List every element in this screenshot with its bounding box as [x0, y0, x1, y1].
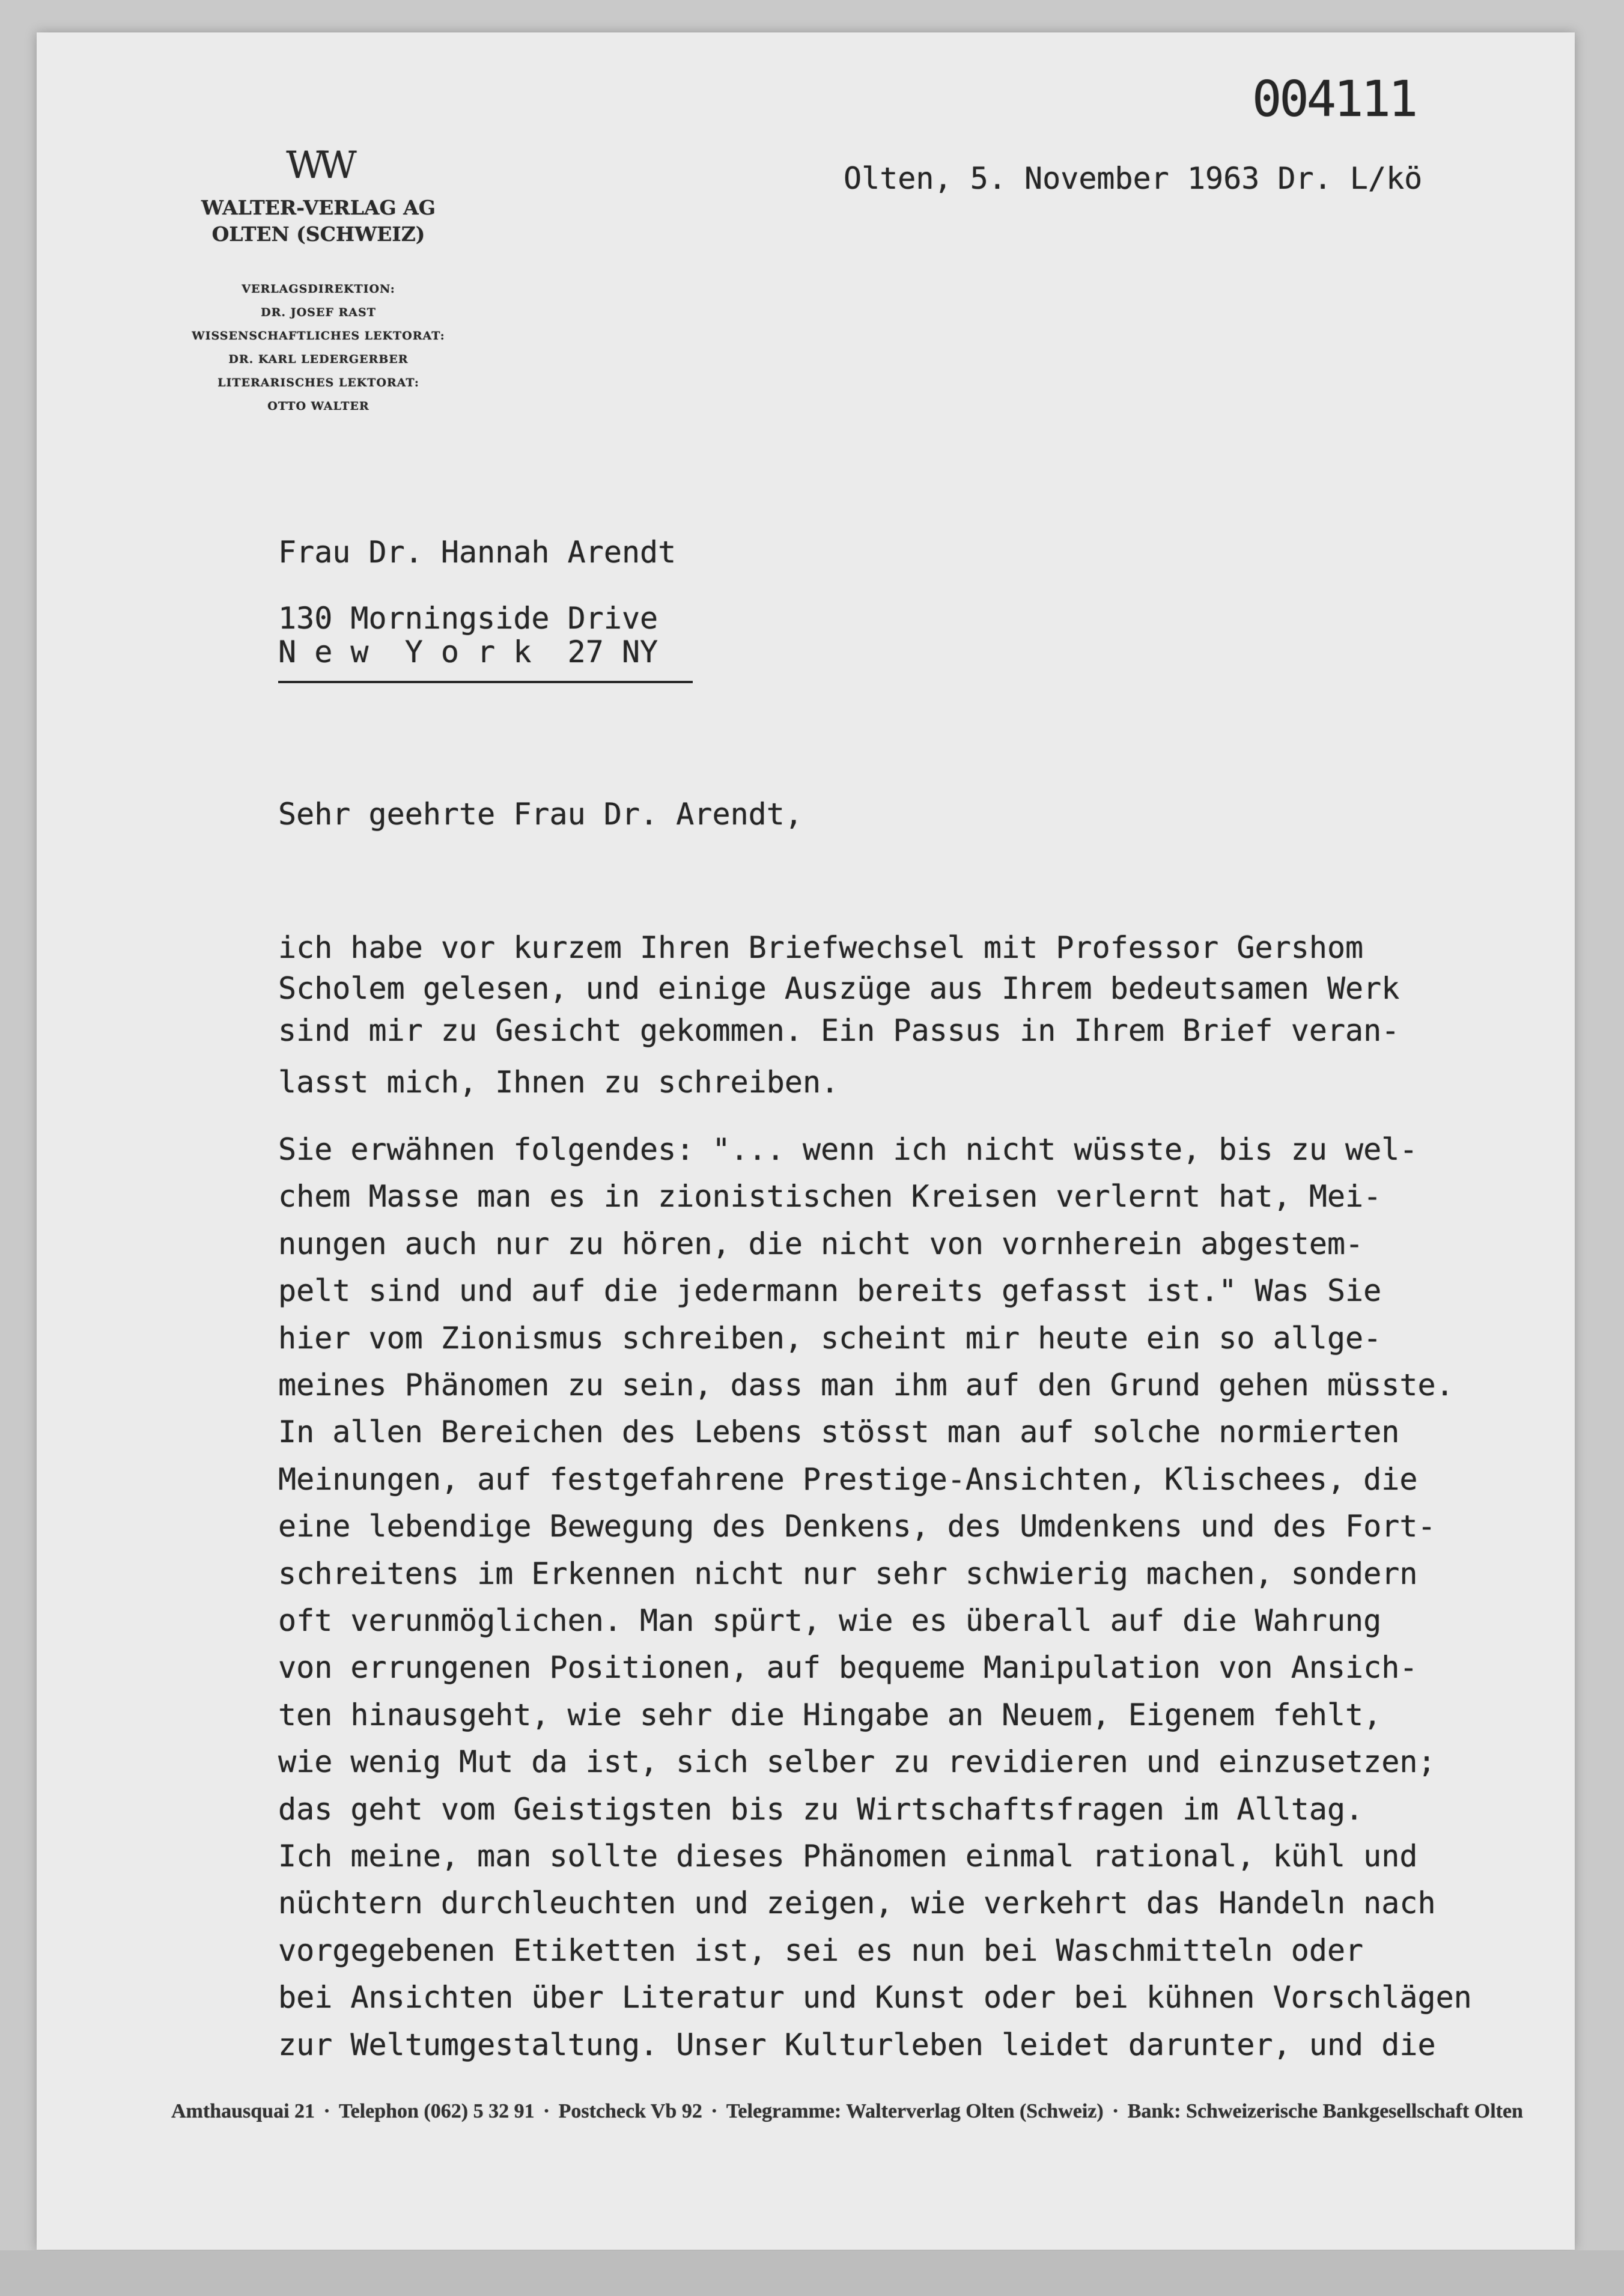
company-name: WALTER-VERLAG AG [201, 196, 436, 219]
recipient-street: 130 Morningside Drive [278, 601, 658, 636]
body-line: wie wenig Mut da ist, sich selber zu revidieren und einzusetzen; [278, 1744, 1436, 1779]
separator-dot: · [543, 2100, 550, 2122]
body-line: bei Ansichten über Literatur und Kunst oder bei kühnen Vorschlägen [278, 1980, 1472, 2015]
footer-telephone: Telephon (062) 5 32 91 [339, 2100, 535, 2122]
body-line: meines Phänomen zu sein, dass man ihm auf den Grund gehen müsste. [278, 1368, 1454, 1402]
separator-dot: · [711, 2100, 718, 2122]
staff-line: LITERARISCHES LEKTORAT: [217, 376, 419, 389]
staff-line: DR. JOSEF RAST [261, 306, 376, 319]
body-line: nüchtern durchleuchten und zeigen, wie verkehrt das Handeln nach [278, 1886, 1436, 1920]
recipient-city: N e w Y o r k 27 NY [278, 635, 658, 669]
body-line: lasst mich, Ihnen zu schreiben. [278, 1065, 839, 1100]
scan-border [0, 2250, 1624, 2296]
body-line: ten hinausgeht, wie sehr die Hingabe an Neuem, Eigenem fehlt, [278, 1698, 1382, 1732]
body-line: oft verunmöglichen. Man spürt, wie es überall auf die Wahrung [278, 1603, 1382, 1638]
body-line: vorgegebenen Etiketten ist, sei es nun bei Waschmitteln oder [278, 1933, 1364, 1968]
body-line: In allen Bereichen des Lebens stösst man auf solche normierten [278, 1414, 1400, 1449]
body-line: sind mir zu Gesicht gekommen. Ein Passus in Ihrem Brief veran- [278, 1013, 1400, 1048]
body-line: Sie erwähnen folgendes: "... wenn ich nicht wüsste, bis zu wel- [278, 1132, 1418, 1167]
body-line: das geht vom Geistigsten bis zu Wirtschaftsfragen im Alltag. [278, 1792, 1364, 1827]
footer-bank: Bank: Schweizerische Bankgesellschaft Olten [1127, 2100, 1523, 2122]
body-line: pelt sind und auf die jedermann bereits gefasst ist." Was Sie [278, 1273, 1382, 1308]
body-line: chem Masse man es in zionistischen Kreisen verlernt hat, Mei- [278, 1179, 1382, 1214]
recipient-name: Frau Dr. Hannah Arendt [278, 535, 677, 570]
address-underline [278, 681, 693, 683]
staff-line: WISSENSCHAFTLICHES LEKTORAT: [192, 329, 445, 343]
body-line: eine lebendige Bewegung des Denkens, des Umdenkens und des Fort- [278, 1509, 1436, 1544]
separator-dot: · [323, 2100, 330, 2122]
body-line: Ich meine, man sollte dieses Phänomen einmal rational, kühl und [278, 1839, 1418, 1874]
footer-telegram: Telegramme: Walterverlag Olten (Schweiz) [726, 2100, 1104, 2122]
footer-address: Amthausquai 21 [171, 2100, 315, 2122]
body-line: nungen auch nur zu hören, die nicht von vornherein abgestem- [278, 1226, 1364, 1261]
body-line: ich habe vor kurzem Ihren Briefwechsel mit Professor Gershom [278, 930, 1364, 965]
document-number: 004111 [1252, 71, 1416, 128]
letterhead-footer [171, 2100, 1523, 2123]
body-line: von errungenen Positionen, auf bequeme Manipulation von Ansich- [278, 1650, 1418, 1685]
staff-line: DR. KARL LEDERGERBER [228, 353, 409, 366]
body-line: zur Weltumgestaltung. Unser Kulturleben leidet darunter, und die [278, 2027, 1436, 2062]
body-line: schreitens im Erkennen nicht nur sehr schwierig machen, sondern [278, 1556, 1418, 1591]
date-line: Olten, 5. November 1963 Dr. L/kö [844, 161, 1423, 196]
separator-dot: · [1112, 2100, 1119, 2122]
staff-line: OTTO WALTER [267, 400, 370, 413]
publisher-logo: WW [286, 143, 351, 187]
body-line: hier vom Zionismus schreiben, scheint mir heute ein so allge- [278, 1321, 1382, 1356]
salutation: Sehr geehrte Frau Dr. Arendt, [278, 797, 803, 832]
staff-line: VERLAGSDIREKTION: [242, 282, 395, 296]
footer-postcheck: Postcheck Vb 92 [558, 2100, 702, 2122]
body-line: Meinungen, auf festgefahrene Prestige-Ansichten, Klischees, die [278, 1462, 1418, 1497]
company-location: OLTEN (SCHWEIZ) [211, 222, 425, 246]
body-line: Scholem gelesen, und einige Auszüge aus Ihrem bedeutsamen Werk [278, 971, 1400, 1006]
